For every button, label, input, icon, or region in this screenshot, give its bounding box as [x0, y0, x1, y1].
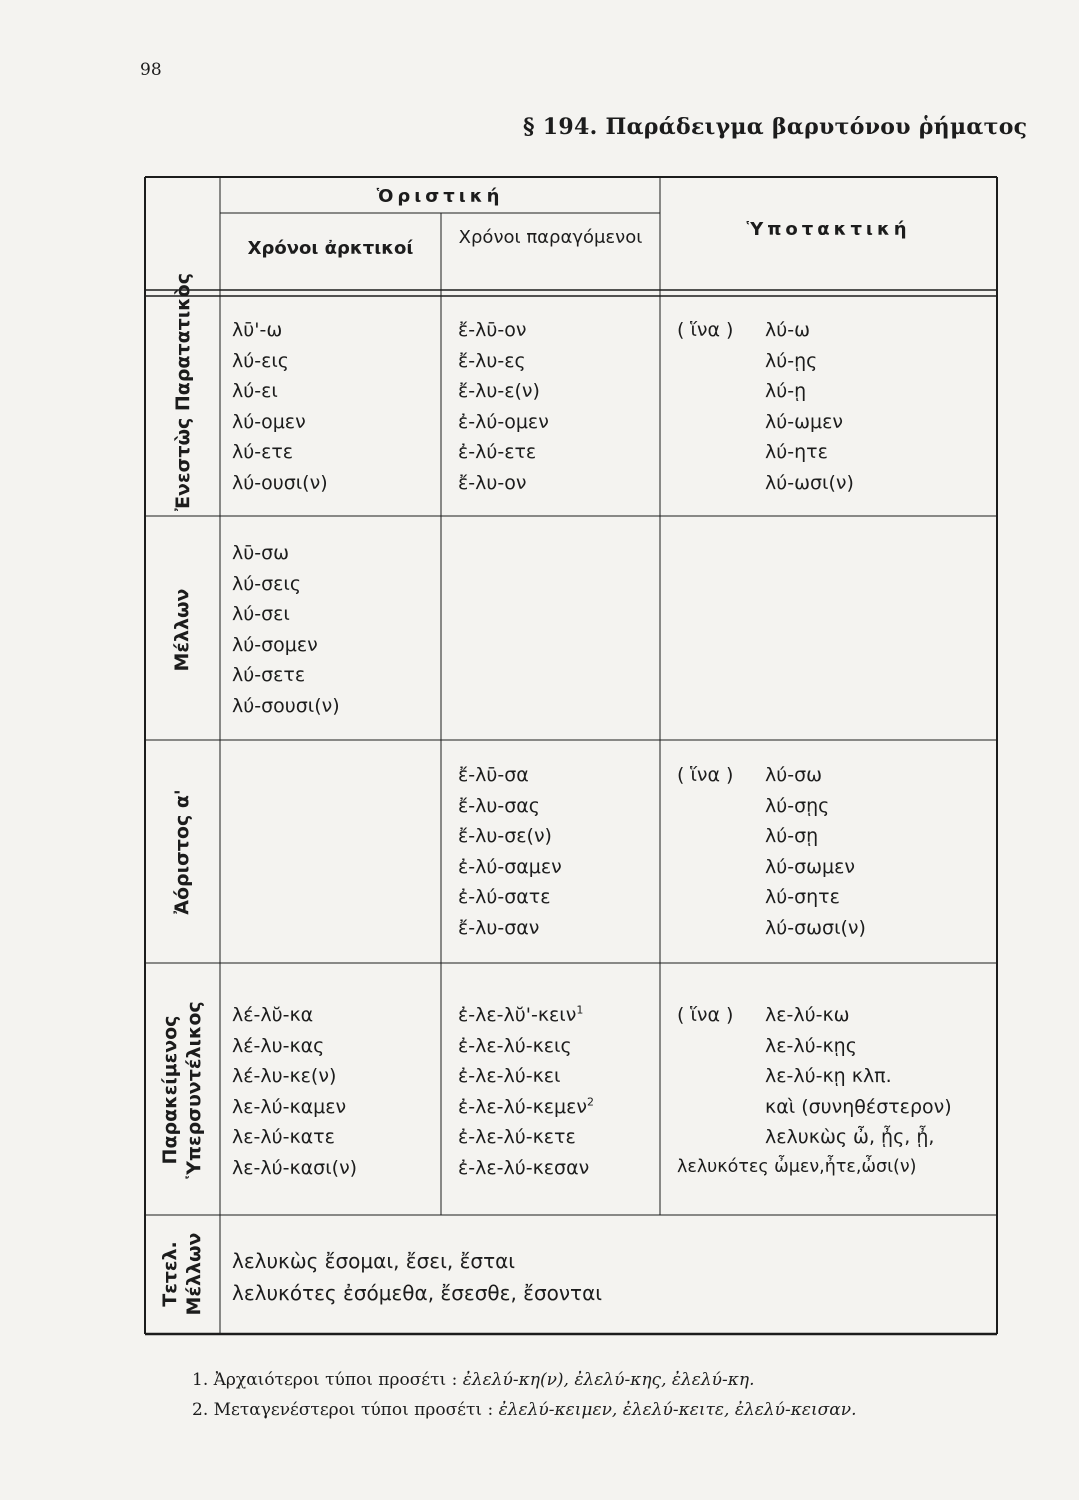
aorist-subjunctive-forms: [765, 760, 866, 943]
future-primary-forms: [232, 538, 340, 721]
list-item: ἔ-λυ-ον: [458, 471, 527, 494]
footnote-label: 1. Ἀρχαιότεροι τύποι προσέτι :: [192, 1370, 458, 1390]
list-item: λύ-σουσι(ν): [232, 694, 340, 717]
footnote-ref-2: 2: [587, 1095, 595, 1109]
footnote-2: [192, 1395, 857, 1425]
list-item: λύ-σω: [765, 764, 823, 786]
list-item: λέ-λῠ-κα: [232, 1004, 314, 1026]
aorist-secondary-forms: [458, 760, 562, 943]
present-subj-prefix: ( ἵνα ): [677, 319, 734, 341]
list-item: λε-λύ-κῃ κλπ.: [765, 1065, 892, 1087]
footnotes: [192, 1365, 857, 1425]
list-item: λύ-ουσι(ν): [232, 471, 328, 494]
list-item: λε-λύ-κῃς: [765, 1034, 857, 1057]
list-item: ἐ-λύ-ετε: [458, 441, 537, 463]
list-item: λέ-λυ-κε(ν): [232, 1065, 337, 1087]
future-perfect-forms: [232, 1245, 602, 1309]
list-item: λύ-εις: [232, 349, 289, 372]
list-item: λύ-ῃ: [765, 380, 807, 402]
list-item: λύ-σομεν: [232, 633, 318, 656]
list-item: λύ-ῃς: [765, 349, 818, 372]
list-item: ἐ-λε-λύ-κεσαν: [458, 1156, 590, 1179]
list-item: ἔ-λυ-σε(ν): [458, 825, 552, 847]
list-item: λύ-ομεν: [232, 410, 306, 433]
header-subjunctive: Ὑποτακτική: [746, 219, 911, 240]
list-item: λῡ-σω: [232, 542, 290, 564]
list-item: λῡ'-ω: [232, 319, 283, 341]
list-item: ἔ-λυ-σας: [458, 794, 540, 817]
footnote-label: 2. Μεταγενέστεροι τύποι προσέτι :: [192, 1400, 494, 1420]
row-label-present-imperfect: Ἐνεστὼς Παρατατικὸς: [172, 272, 194, 511]
list-item: λύ-σει: [232, 603, 290, 625]
list-item: λε-λύ-κω: [765, 1004, 850, 1026]
list-item: ἔ-λυ-ες: [458, 349, 526, 372]
list-item: ἔ-λυ-σαν: [458, 916, 540, 939]
form-text: ἐ-λε-λύ-κεμεν: [458, 1095, 588, 1118]
list-item: λελυκὼς ἔσομαι, ἔσει, ἔσται: [232, 1249, 516, 1273]
list-item: λύ-ω: [765, 319, 811, 341]
row-label-line: Παρακείμενος: [159, 1015, 181, 1165]
footnote-1: [192, 1365, 857, 1395]
list-item: ἐ-λε-λύ-κεις: [458, 1034, 572, 1057]
list-item: λε-λύ-κασι(ν): [232, 1156, 358, 1179]
list-item: λύ-σητε: [765, 886, 840, 908]
present-primary-forms: [232, 315, 328, 498]
footnote-ref-1: 1: [576, 1003, 584, 1017]
list-item: λε-λύ-καμεν: [232, 1095, 347, 1118]
row-label-aorist: Ἀόριστος α': [171, 789, 193, 915]
section-title: § 194. Παράδειγμα βαρυτόνου ῥήματος: [523, 114, 1028, 140]
row-label-line: Μέλλων: [183, 1232, 205, 1316]
list-item: λελυκὼς ὦ, ᾖς, ᾖ,: [765, 1126, 935, 1148]
perfect-subjunctive-periphrastic: λελυκότες ὦμεν,ἦτε,ὦσι(ν): [677, 1157, 917, 1177]
page-number: 98: [140, 60, 162, 80]
list-item: λύ-ωμεν: [765, 410, 843, 433]
row-label-future-perfect: [158, 1174, 206, 1374]
form-text: ἐ-λε-λῠ'-κειν: [458, 1004, 577, 1026]
list-item: λύ-ωσι(ν): [765, 471, 854, 494]
header-secondary-tenses: Χρόνοι παραγόμενοι: [458, 227, 643, 248]
header-indicative: Ὁριστική: [376, 186, 504, 207]
list-item: ἐ-λύ-ομεν: [458, 410, 549, 433]
list-item: ἐ-λύ-σαμεν: [458, 855, 562, 878]
row-label-line: Τετελ.: [159, 1241, 181, 1307]
list-item: λύ-σῃ: [765, 825, 819, 847]
perfect-primary-forms: [232, 1000, 357, 1183]
perfect-subjunctive-forms-a: [765, 1000, 952, 1153]
footnote-forms: ἐλελύ-κη(ν), ἐλελύ-κης, ἐλελύ-κη.: [462, 1370, 755, 1390]
list-item: ἔ-λῡ-ον: [458, 319, 527, 341]
present-subjunctive-forms: [765, 315, 854, 498]
list-item: λύ-σωμεν: [765, 855, 856, 878]
imperfect-secondary-forms: [458, 315, 549, 498]
list-item: ἐ-λε-λύ-κει: [458, 1065, 561, 1087]
list-item: ἐ-λε-λύ-κετε: [458, 1126, 576, 1148]
list-item: ἔ-λῡ-σα: [458, 764, 529, 786]
list-item: λελυκότες ἐσόμεθα, ἔσεσθε, ἔσονται: [232, 1281, 603, 1305]
list-item: λύ-ετε: [232, 441, 294, 463]
list-item: ἔ-λυ-ε(ν): [458, 380, 540, 402]
list-item: λύ-σωσι(ν): [765, 916, 866, 939]
list-item: λύ-ητε: [765, 441, 828, 463]
footnote-forms: ἐλελύ-κειμεν, ἐλελύ-κειτε, ἐλελύ-κεισαν.: [498, 1400, 857, 1420]
row-label-future: Μέλλων: [171, 588, 193, 672]
list-item: λύ-ει: [232, 380, 278, 402]
list-item: λύ-σεις: [232, 572, 301, 595]
list-item: λύ-σῃς: [765, 794, 830, 817]
list-item: λέ-λυ-κας: [232, 1034, 325, 1057]
aorist-subj-prefix: ( ἵνα ): [677, 764, 734, 786]
row-label-line: Ὑπερσυντέλικος: [183, 1001, 205, 1179]
list-item: λε-λύ-κατε: [232, 1126, 335, 1148]
list-item: [458, 1000, 594, 1031]
list-item: λύ-σετε: [232, 664, 306, 686]
list-item: [458, 1092, 594, 1123]
list-item: ἐ-λύ-σατε: [458, 886, 551, 908]
header-primary-tenses: Χρόνοι ἀρκτικοί: [247, 238, 414, 259]
perfect-subj-prefix: ( ἵνα ): [677, 1004, 734, 1026]
list-item: καὶ (συνηθέστερον): [765, 1095, 952, 1118]
pluperfect-secondary-forms: [458, 1000, 594, 1183]
